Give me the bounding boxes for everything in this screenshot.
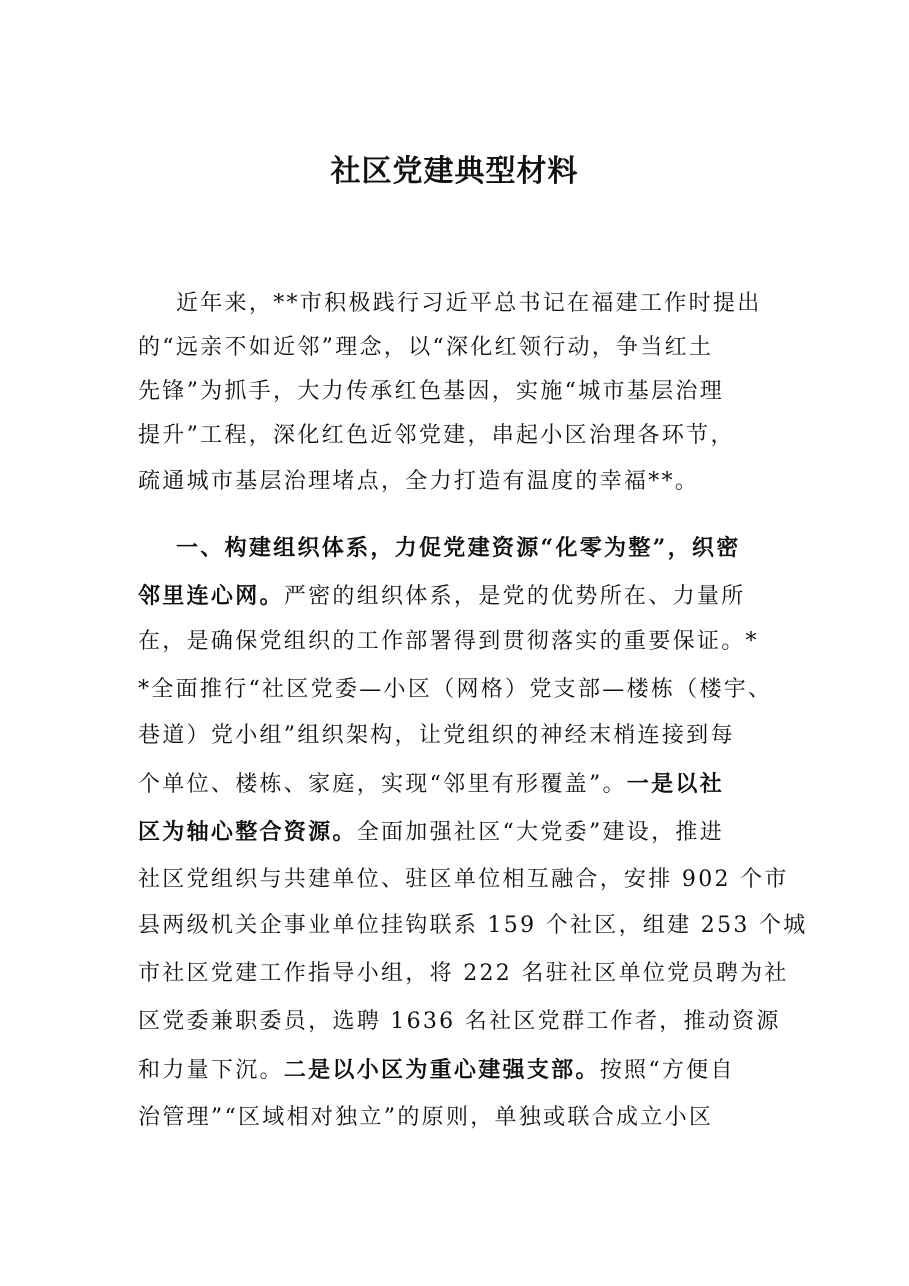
section1-heading-line-1: [176, 526, 741, 570]
section1-line-8: 社区党组织与共建单位、驻区单位相互融合，安排 902 个市: [138, 867, 789, 892]
section1-line-6: [138, 762, 724, 806]
section1-line-2-text: 严密的组织体系，是党的优势所在、力量所: [283, 584, 746, 609]
section1-line-10: 市社区党建工作指导小组，将 222 名驻社区单位党员聘为社: [138, 961, 789, 986]
point-1-heading-part-2: 区为轴心整合资源。: [138, 819, 357, 845]
section1-line-13: 治管理”“区域相对独立”的原则，单独或联合成立小区: [138, 1105, 714, 1130]
section1-line-12-tail: 按照“方便自: [599, 1058, 735, 1083]
section1-line-12-text: 和力量下沉。: [138, 1058, 284, 1083]
section1-line-11: 区党委兼职委员，选聘 1636 名社区党群工作者，推动资源: [138, 1009, 781, 1034]
intro-line-3: 先锋”为抓手，大力传承红色基因，实施“城市基层治理: [138, 379, 724, 404]
section1-line-3: 在，是确保党组织的工作部署得到贯彻落实的重要保证。*: [138, 629, 759, 654]
page-title: 社区党建典型材料: [330, 154, 579, 189]
section1-line-7: [138, 810, 724, 854]
section1-line-5: 巷道）党小组”组织架构，让党组织的神经末梢连接到每: [138, 723, 735, 748]
section1-heading-part-1: 一、构建组织体系，力促党建资源“化零为整”，织密: [176, 535, 741, 561]
section1-line-12: [138, 1048, 735, 1092]
section1-line-9: 县两级机关企事业单位挂钩联系 159 个社区，组建 253 个城: [138, 913, 808, 938]
section1-line-7-text: 全面加强社区“大党委”建设，推进: [356, 820, 724, 845]
point-1-heading-part-1: 一是以社: [626, 771, 724, 797]
section1-heading-part-2: 邻里连心网。: [138, 583, 284, 609]
section1-line-6-text: 个单位、楼栋、家庭，实现“邻里有形覆盖”。: [138, 772, 627, 797]
intro-line-1: 近年来，**市积极践行习近平总书记在福建工作时提出: [176, 291, 762, 316]
intro-line-2: 的“远亲不如近邻”理念，以“深化红领行动，争当红土: [138, 335, 714, 360]
section1-line-2: [138, 574, 746, 618]
point-2-heading: 二是以小区为重心建强支部。: [283, 1057, 600, 1083]
intro-line-4: 提升”工程，深化红色近邻党建，串起小区治理各环节，: [138, 423, 735, 448]
intro-line-5: 疏通城市基层治理堵点，全力打造有温度的幸福**。: [138, 469, 700, 494]
section1-line-4: *全面推行“社区党委—小区（网格）党支部—楼栋（楼宇、: [138, 677, 773, 702]
